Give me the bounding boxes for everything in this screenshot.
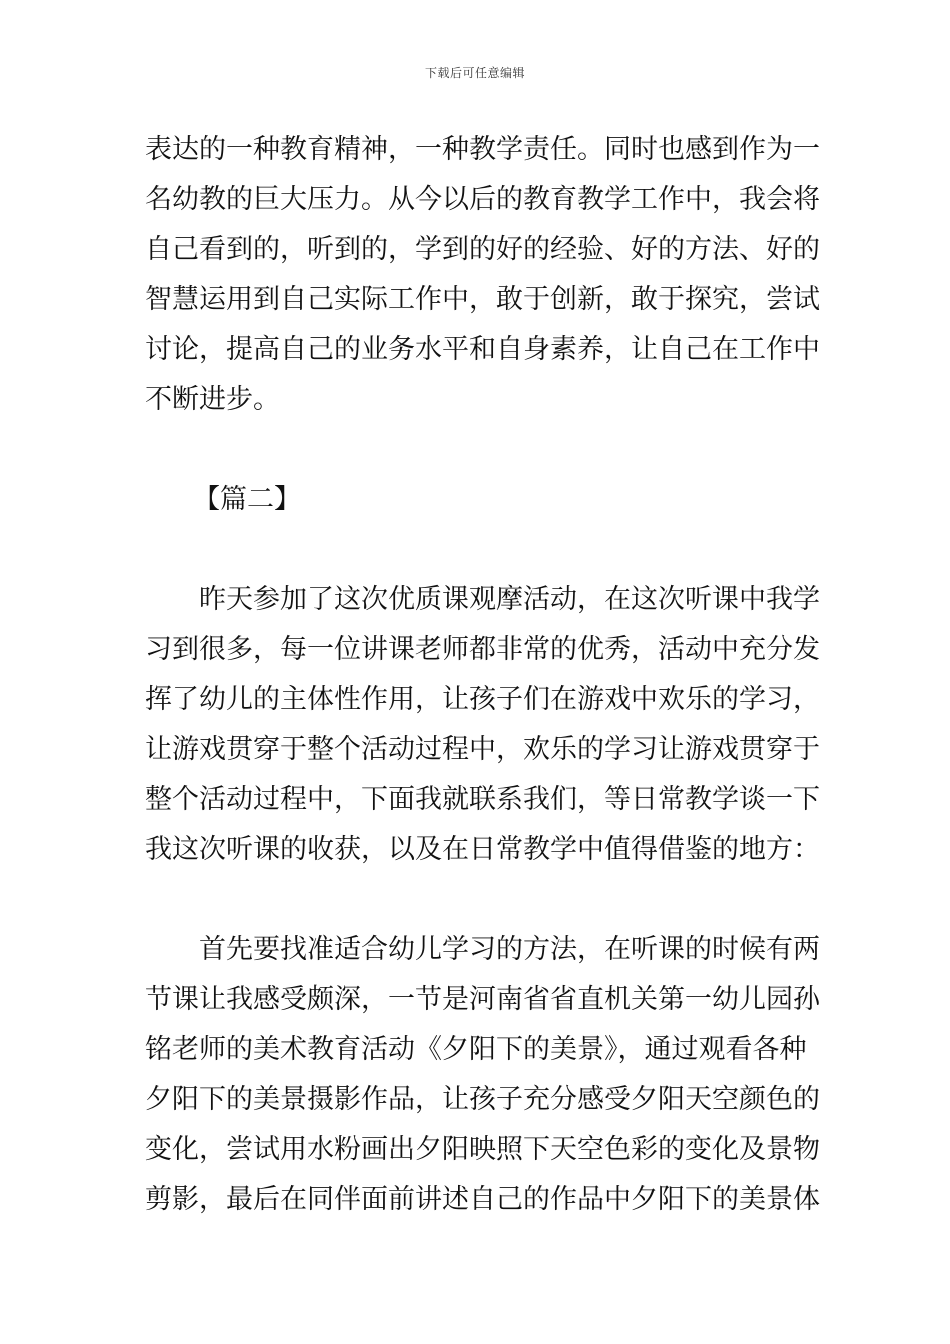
- text-line: 夕阳下的美景摄影作品，让孩子充分感受夕阳天空颜色的: [145, 1084, 820, 1115]
- text-line: 不断进步。: [145, 384, 280, 415]
- text-line: 剪影，最后在同伴面前讲述自己的作品中夕阳下的美景体: [145, 1184, 820, 1215]
- text-line: 让游戏贯穿于整个活动过程中，欢乐的学习让游戏贯穿于: [145, 734, 820, 765]
- text-line: 智慧运用到自己实际工作中，敢于创新，敢于探究，尝试: [145, 284, 820, 315]
- text-line: 整个活动过程中，下面我就联系我们，等日常教学谈一下: [145, 784, 820, 815]
- section-1: [145, 125, 820, 425]
- page-header: 下载后可任意编辑: [424, 66, 525, 80]
- spacer: [145, 875, 805, 925]
- text-line: 首先要找准适合幼儿学习的方法，在听课的时候有两: [199, 934, 820, 965]
- text-line: 昨天参加了这次优质课观摩活动，在这次听课中我学: [199, 584, 820, 615]
- text-line: 自己看到的，听到的，学到的好的经验、好的方法、好的: [145, 234, 820, 265]
- text-line: 讨论，提高自己的业务水平和自身素养，让自己在工作中: [145, 334, 820, 365]
- paragraph-1: [145, 575, 820, 875]
- text-line: 挥了幼儿的主体性作用，让孩子们在游戏中欢乐的学习，: [145, 684, 820, 715]
- paragraph-2: [145, 925, 820, 1225]
- text-line: 变化，尝试用水粉画出夕阳映照下天空色彩的变化及景物: [145, 1134, 820, 1165]
- text-line: 习到很多，每一位讲课老师都非常的优秀，活动中充分发: [145, 634, 820, 665]
- spacer: [145, 425, 805, 475]
- text-line: 铭老师的美术教育活动《夕阳下的美景》，通过观看各种: [145, 1034, 807, 1065]
- spacer: [145, 525, 805, 575]
- section-heading: 【篇二】: [193, 484, 301, 515]
- text-line: 我这次听课的收获，以及在日常教学中值得借鉴的地方：: [145, 834, 820, 865]
- document-body: [145, 125, 820, 1225]
- text-line: 表达的一种教育精神，一种教学责任。同时也感到作为一: [145, 134, 820, 165]
- text-line: 节课让我感受颇深，一节是河南省省直机关第一幼儿园孙: [145, 984, 820, 1015]
- text-line: 名幼教的巨大压力。从今以后的教育教学工作中，我会将: [145, 184, 820, 215]
